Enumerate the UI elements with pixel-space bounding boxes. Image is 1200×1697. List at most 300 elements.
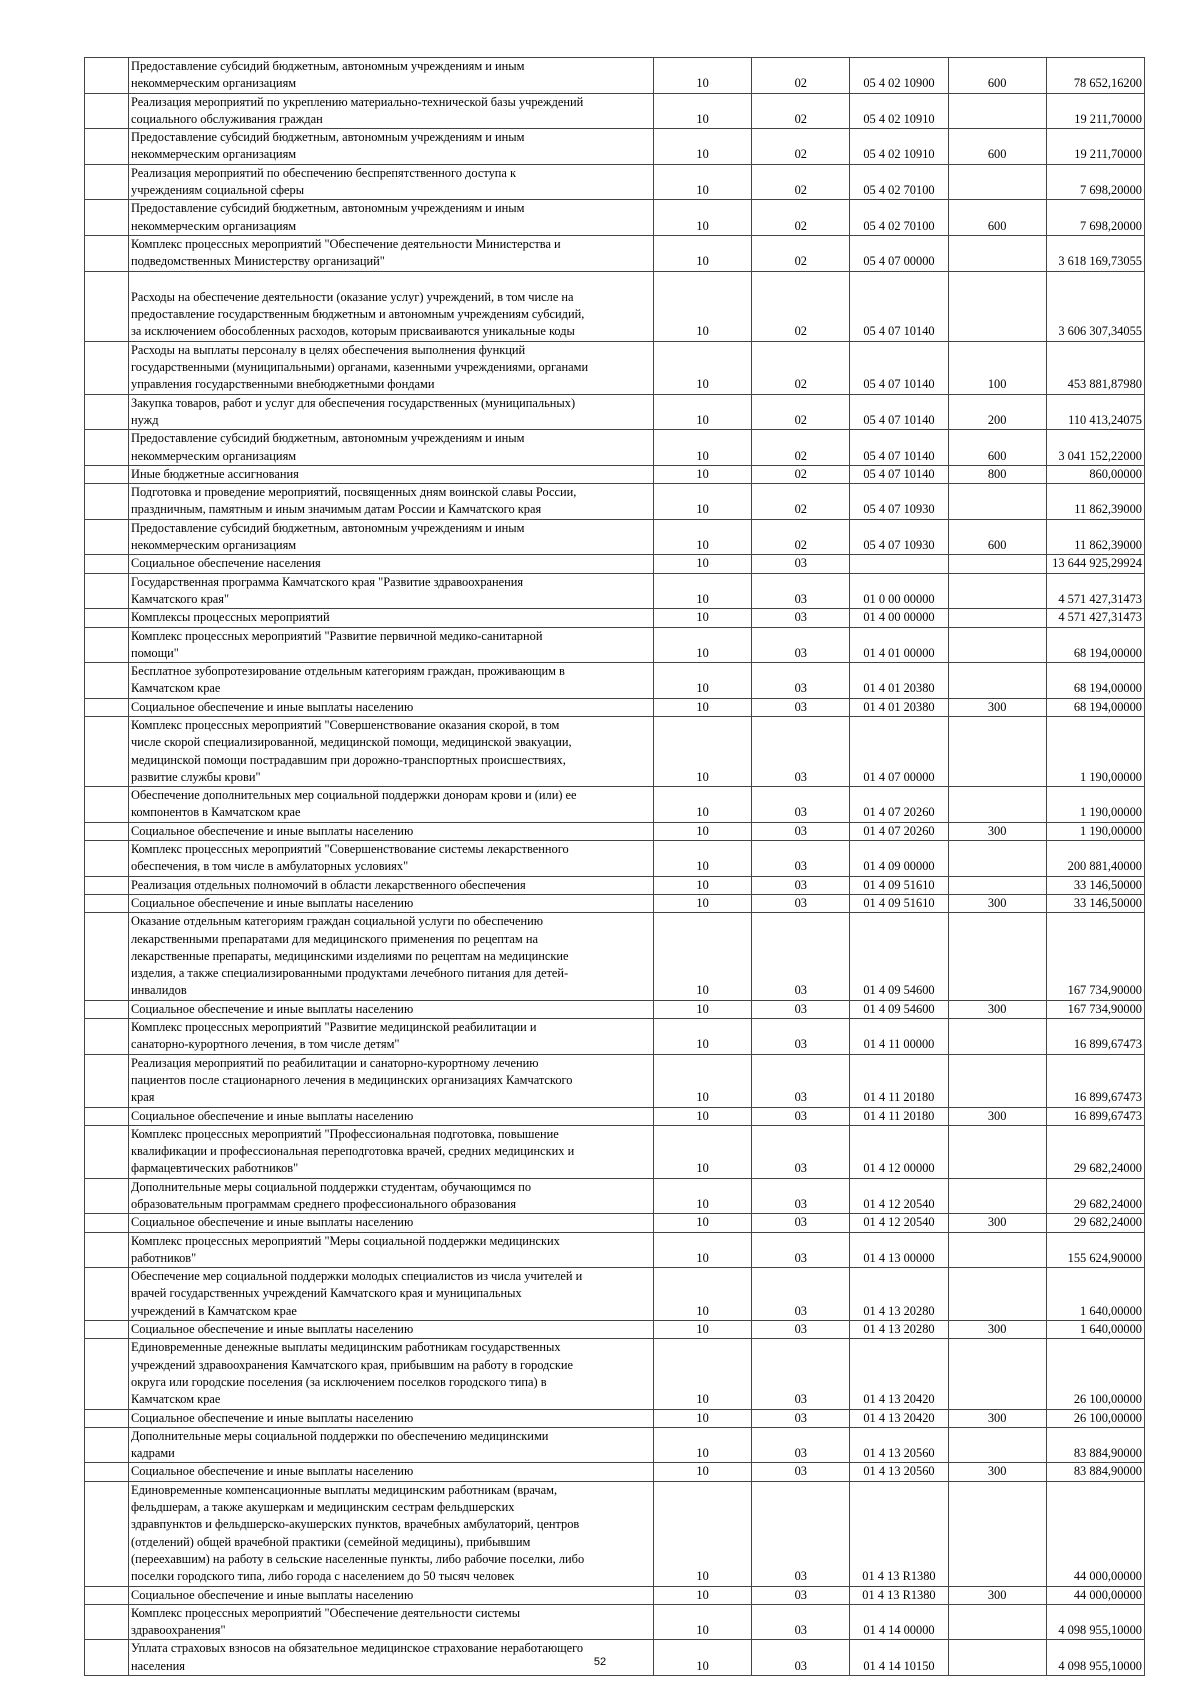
row-subsection-cell: 03: [752, 894, 850, 912]
row-section-cell: 10: [654, 1481, 752, 1586]
row-amount-cell: 26 100,00000: [1046, 1409, 1144, 1427]
row-index-cell: [85, 1178, 129, 1214]
row-expense-type-cell: [948, 663, 1046, 699]
row-index-cell: [85, 1214, 129, 1232]
row-amount-cell: 7 698,20000: [1046, 200, 1144, 236]
row-subsection-cell: 03: [752, 1463, 850, 1481]
row-subsection-cell: 03: [752, 1586, 850, 1604]
row-expense-type-cell: [948, 876, 1046, 894]
row-section-cell: 10: [654, 484, 752, 520]
row-index-cell: [85, 1054, 129, 1107]
row-section-cell: 10: [654, 555, 752, 573]
row-section-cell: 10: [654, 1054, 752, 1107]
row-expense-type-cell: 300: [948, 1321, 1046, 1339]
table-row: [85, 341, 1145, 394]
row-target-code-cell: 01 4 13 20420: [850, 1409, 948, 1427]
row-expense-type-cell: [948, 1268, 1046, 1321]
row-target-code-cell: 01 4 09 00000: [850, 841, 948, 877]
row-index-cell: [85, 1339, 129, 1409]
row-expense-type-cell: [948, 841, 1046, 877]
row-index-cell: [85, 519, 129, 555]
row-target-code-cell: 01 4 14 10150: [850, 1640, 948, 1676]
row-index-cell: [85, 1321, 129, 1339]
row-section-cell: 10: [654, 1178, 752, 1214]
row-index-cell: [85, 1409, 129, 1427]
row-name-cell: Предоставление субсидий бюджетным, автономным учреждениям и иным некоммерческим организациям: [129, 58, 654, 94]
row-expense-type-cell: [948, 787, 1046, 823]
row-index-cell: [85, 484, 129, 520]
table-row: [85, 93, 1145, 129]
row-section-cell: 10: [654, 430, 752, 466]
row-section-cell: 10: [654, 271, 752, 341]
budget-table-body: [85, 58, 1145, 1676]
row-section-cell: 10: [654, 200, 752, 236]
row-subsection-cell: 02: [752, 164, 850, 200]
row-amount-cell: 167 734,90000: [1046, 1000, 1144, 1018]
row-index-cell: [85, 787, 129, 823]
row-section-cell: 10: [654, 894, 752, 912]
row-amount-cell: 44 000,00000: [1046, 1586, 1144, 1604]
row-target-code-cell: 01 4 00 00000: [850, 609, 948, 627]
row-target-code-cell: 01 4 13 R1380: [850, 1586, 948, 1604]
row-index-cell: [85, 1232, 129, 1268]
table-row: [85, 1463, 1145, 1481]
row-expense-type-cell: 300: [948, 894, 1046, 912]
row-expense-type-cell: [948, 271, 1046, 341]
row-subsection-cell: 03: [752, 1268, 850, 1321]
row-section-cell: 10: [654, 1232, 752, 1268]
row-subsection-cell: 02: [752, 519, 850, 555]
row-index-cell: [85, 394, 129, 430]
table-row: [85, 200, 1145, 236]
row-section-cell: 10: [654, 1339, 752, 1409]
row-name-cell: Комплекс процессных мероприятий "Профессиональная подготовка, повышение квалификации и профессиональная переподготовка врачей, средних медицинских и фармацевтических работников": [129, 1125, 654, 1178]
row-index-cell: [85, 341, 129, 394]
row-section-cell: 10: [654, 58, 752, 94]
row-target-code-cell: 01 4 13 20420: [850, 1339, 948, 1409]
row-index-cell: [85, 271, 129, 341]
row-subsection-cell: 02: [752, 58, 850, 94]
row-target-code-cell: 01 4 12 20540: [850, 1178, 948, 1214]
table-row: [85, 1268, 1145, 1321]
row-expense-type-cell: [948, 609, 1046, 627]
row-target-code-cell: 01 4 12 20540: [850, 1214, 948, 1232]
table-row: [85, 430, 1145, 466]
row-section-cell: 10: [654, 698, 752, 716]
table-row: [85, 1214, 1145, 1232]
row-expense-type-cell: [948, 716, 1046, 786]
row-name-cell: Социальное обеспечение и иные выплаты населению: [129, 1586, 654, 1604]
row-expense-type-cell: [948, 1125, 1046, 1178]
row-name-cell: Комплекс процессных мероприятий "Меры социальной поддержки медицинских работников": [129, 1232, 654, 1268]
table-row: [85, 716, 1145, 786]
row-expense-type-cell: 300: [948, 1000, 1046, 1018]
row-index-cell: [85, 1125, 129, 1178]
row-section-cell: 10: [654, 129, 752, 165]
row-amount-cell: 1 190,00000: [1046, 716, 1144, 786]
row-amount-cell: 167 734,90000: [1046, 913, 1144, 1000]
row-index-cell: [85, 1604, 129, 1640]
row-amount-cell: 29 682,24000: [1046, 1178, 1144, 1214]
row-subsection-cell: 03: [752, 913, 850, 1000]
row-index-cell: [85, 716, 129, 786]
row-amount-cell: 3 618 169,73055: [1046, 235, 1144, 271]
row-target-code-cell: 01 0 00 00000: [850, 573, 948, 609]
table-row: [85, 1321, 1145, 1339]
row-index-cell: [85, 1000, 129, 1018]
row-amount-cell: 68 194,00000: [1046, 627, 1144, 663]
row-index-cell: [85, 609, 129, 627]
row-section-cell: 10: [654, 1214, 752, 1232]
row-amount-cell: 1 640,00000: [1046, 1321, 1144, 1339]
row-amount-cell: 860,00000: [1046, 465, 1144, 483]
row-name-cell: Комплекс процессных мероприятий "Развитие первичной медико-санитарной помощи": [129, 627, 654, 663]
table-row: [85, 841, 1145, 877]
row-name-cell: Единовременные денежные выплаты медицинским работникам государственных учреждений здравоохранения Камчатского края, прибывшим на работу в городские округа или городские поселения (за исключением поселков городского типа) в Камчатском крае: [129, 1339, 654, 1409]
table-row: [85, 1054, 1145, 1107]
table-row: [85, 519, 1145, 555]
row-target-code-cell: 01 4 11 20180: [850, 1107, 948, 1125]
row-target-code-cell: 01 4 13 20280: [850, 1321, 948, 1339]
row-name-cell: Обеспечение мер социальной поддержки молодых специалистов из числа учителей и врачей государственных учреждений Камчатского края и муниципальных учреждений в Камчатском крае: [129, 1268, 654, 1321]
row-section-cell: 10: [654, 716, 752, 786]
table-row: [85, 1604, 1145, 1640]
row-name-cell: Расходы на обеспечение деятельности (оказание услуг) учреждений, в том числе на предоставление государственным бюджетным и автономным учреждениям субсидий, за исключением обособленных расходов, которым присваиваются уникальные коды: [129, 271, 654, 341]
table-row: [85, 1427, 1145, 1463]
table-row: [85, 1178, 1145, 1214]
row-subsection-cell: 02: [752, 271, 850, 341]
row-section-cell: 10: [654, 164, 752, 200]
row-amount-cell: 68 194,00000: [1046, 663, 1144, 699]
row-index-cell: [85, 841, 129, 877]
row-name-cell: Предоставление субсидий бюджетным, автономным учреждениям и иным некоммерческим организациям: [129, 430, 654, 466]
row-name-cell: Социальное обеспечение и иные выплаты населению: [129, 1321, 654, 1339]
row-target-code-cell: 01 4 13 20280: [850, 1268, 948, 1321]
row-expense-type-cell: 300: [948, 698, 1046, 716]
table-row: [85, 394, 1145, 430]
row-expense-type-cell: [948, 555, 1046, 573]
row-expense-type-cell: [948, 1481, 1046, 1586]
row-expense-type-cell: [948, 1604, 1046, 1640]
row-target-code-cell: 01 4 13 R1380: [850, 1481, 948, 1586]
row-target-code-cell: 05 4 07 10140: [850, 394, 948, 430]
row-section-cell: 10: [654, 1409, 752, 1427]
row-section-cell: 10: [654, 1019, 752, 1055]
row-section-cell: 10: [654, 1586, 752, 1604]
table-row: [85, 1409, 1145, 1427]
row-section-cell: 10: [654, 787, 752, 823]
row-name-cell: Подготовка и проведение мероприятий, посвященных дням воинской славы России, праздничным, памятным и иным значимым датам России и Камчатского края: [129, 484, 654, 520]
row-amount-cell: 33 146,50000: [1046, 894, 1144, 912]
row-amount-cell: 4 098 955,10000: [1046, 1640, 1144, 1676]
row-expense-type-cell: 300: [948, 1409, 1046, 1427]
row-target-code-cell: 05 4 07 10140: [850, 465, 948, 483]
table-row: [85, 822, 1145, 840]
table-row: [85, 1000, 1145, 1018]
table-row: [85, 484, 1145, 520]
row-target-code-cell: 05 4 02 10900: [850, 58, 948, 94]
row-index-cell: [85, 913, 129, 1000]
row-target-code-cell: 05 4 07 10930: [850, 484, 948, 520]
row-name-cell: Оказание отдельным категориям граждан социальной услуги по обеспечению лекарственными препаратами для медицинского применения по рецептам на лекарственные препараты, медицинскими изделиями по рецептам на медицинские изделия, а также специализированными продуктами лечебного питания для детей- инвалидов: [129, 913, 654, 1000]
table-row: [85, 876, 1145, 894]
row-name-cell: Реализация мероприятий по укреплению материально-технической базы учреждений социального обслуживания граждан: [129, 93, 654, 129]
row-target-code-cell: 01 4 09 54600: [850, 913, 948, 1000]
row-name-cell: Обеспечение дополнительных мер социальной поддержки донорам крови и (или) ее компонентов в Камчатском крае: [129, 787, 654, 823]
row-index-cell: [85, 555, 129, 573]
row-expense-type-cell: [948, 1054, 1046, 1107]
row-target-code-cell: 01 4 07 00000: [850, 716, 948, 786]
table-row: [85, 1586, 1145, 1604]
row-subsection-cell: 03: [752, 1604, 850, 1640]
row-amount-cell: 29 682,24000: [1046, 1125, 1144, 1178]
table-row: [85, 271, 1145, 341]
row-expense-type-cell: 300: [948, 822, 1046, 840]
row-subsection-cell: 03: [752, 787, 850, 823]
row-subsection-cell: 03: [752, 573, 850, 609]
row-name-cell: Социальное обеспечение и иные выплаты населению: [129, 1463, 654, 1481]
row-target-code-cell: 05 4 02 70100: [850, 164, 948, 200]
row-expense-type-cell: [948, 1232, 1046, 1268]
row-subsection-cell: 03: [752, 1125, 850, 1178]
row-expense-type-cell: 300: [948, 1107, 1046, 1125]
row-index-cell: [85, 200, 129, 236]
row-section-cell: 10: [654, 341, 752, 394]
row-section-cell: 10: [654, 1107, 752, 1125]
row-subsection-cell: 03: [752, 1054, 850, 1107]
table-row: [85, 164, 1145, 200]
row-subsection-cell: 03: [752, 1232, 850, 1268]
row-expense-type-cell: [948, 627, 1046, 663]
row-subsection-cell: 02: [752, 394, 850, 430]
row-target-code-cell: 01 4 07 20260: [850, 787, 948, 823]
row-index-cell: [85, 1463, 129, 1481]
row-index-cell: [85, 1268, 129, 1321]
row-name-cell: Реализация мероприятий по обеспечению беспрепятственного доступа к учреждениям социальной сферы: [129, 164, 654, 200]
row-expense-type-cell: [948, 164, 1046, 200]
row-amount-cell: 83 884,90000: [1046, 1463, 1144, 1481]
row-section-cell: 10: [654, 1321, 752, 1339]
row-name-cell: Предоставление субсидий бюджетным, автономным учреждениям и иным некоммерческим организациям: [129, 519, 654, 555]
table-row: [85, 465, 1145, 483]
row-index-cell: [85, 129, 129, 165]
row-name-cell: Закупка товаров, работ и услуг для обеспечения государственных (муниципальных) нужд: [129, 394, 654, 430]
row-subsection-cell: 02: [752, 235, 850, 271]
row-expense-type-cell: 300: [948, 1214, 1046, 1232]
row-subsection-cell: 02: [752, 93, 850, 129]
row-expense-type-cell: [948, 1427, 1046, 1463]
row-amount-cell: 155 624,90000: [1046, 1232, 1144, 1268]
row-target-code-cell: [850, 555, 948, 573]
table-row: [85, 129, 1145, 165]
row-name-cell: Социальное обеспечение и иные выплаты населению: [129, 894, 654, 912]
row-name-cell: Дополнительные меры социальной поддержки студентам, обучающимся по образовательным программам среднего профессионального образования: [129, 1178, 654, 1214]
row-subsection-cell: 02: [752, 341, 850, 394]
row-subsection-cell: 02: [752, 129, 850, 165]
row-index-cell: [85, 1107, 129, 1125]
row-subsection-cell: 03: [752, 1409, 850, 1427]
row-target-code-cell: 01 4 11 20180: [850, 1054, 948, 1107]
row-index-cell: [85, 627, 129, 663]
row-index-cell: [85, 235, 129, 271]
row-name-cell: Государственная программа Камчатского края "Развитие здравоохранения Камчатского края": [129, 573, 654, 609]
row-name-cell: Бесплатное зубопротезирование отдельным категориям граждан, проживающим в Камчатском крае: [129, 663, 654, 699]
table-row: [85, 609, 1145, 627]
row-name-cell: Социальное обеспечение и иные выплаты населению: [129, 822, 654, 840]
row-subsection-cell: 03: [752, 841, 850, 877]
row-amount-cell: 16 899,67473: [1046, 1107, 1144, 1125]
row-name-cell: Комплекс процессных мероприятий "Совершенствование оказания скорой, в том числе скорой специализированной, медицинской помощи, медицинской эвакуации, медицинской помощи пострадавшим при дорожно-транспортных происшествиях, развитие службы крови": [129, 716, 654, 786]
row-section-cell: 10: [654, 1125, 752, 1178]
row-subsection-cell: 03: [752, 698, 850, 716]
row-expense-type-cell: [948, 1178, 1046, 1214]
row-amount-cell: 78 652,16200: [1046, 58, 1144, 94]
row-index-cell: [85, 573, 129, 609]
table-row: [85, 698, 1145, 716]
row-amount-cell: 83 884,90000: [1046, 1427, 1144, 1463]
row-name-cell: Предоставление субсидий бюджетным, автономным учреждениям и иным некоммерческим организациям: [129, 200, 654, 236]
row-expense-type-cell: [948, 235, 1046, 271]
row-section-cell: 10: [654, 1640, 752, 1676]
row-subsection-cell: 03: [752, 1427, 850, 1463]
row-index-cell: [85, 1586, 129, 1604]
row-subsection-cell: 03: [752, 1339, 850, 1409]
row-target-code-cell: 01 4 14 00000: [850, 1604, 948, 1640]
table-row: [85, 1125, 1145, 1178]
row-amount-cell: 26 100,00000: [1046, 1339, 1144, 1409]
row-expense-type-cell: 200: [948, 394, 1046, 430]
row-expense-type-cell: 800: [948, 465, 1046, 483]
row-name-cell: Социальное обеспечение и иные выплаты населению: [129, 1000, 654, 1018]
row-name-cell: Комплекс процессных мероприятий "Совершенствование системы лекарственного обеспечения, в том числе в амбулаторных условиях": [129, 841, 654, 877]
row-section-cell: 10: [654, 465, 752, 483]
table-row: [85, 627, 1145, 663]
row-name-cell: Социальное обеспечение населения: [129, 555, 654, 573]
row-name-cell: Предоставление субсидий бюджетным, автономным учреждениям и иным некоммерческим организациям: [129, 129, 654, 165]
row-subsection-cell: 03: [752, 1640, 850, 1676]
row-target-code-cell: 01 4 01 20380: [850, 698, 948, 716]
row-section-cell: 10: [654, 913, 752, 1000]
row-expense-type-cell: 100: [948, 341, 1046, 394]
row-section-cell: 10: [654, 1000, 752, 1018]
row-name-cell: Реализация мероприятий по реабилитации и санаторно-курортному лечению пациентов после стационарного лечения в медицинских организациях Камчатского края: [129, 1054, 654, 1107]
row-target-code-cell: 05 4 07 10140: [850, 341, 948, 394]
row-target-code-cell: 01 4 07 20260: [850, 822, 948, 840]
table-row: [85, 1339, 1145, 1409]
row-name-cell: Социальное обеспечение и иные выплаты населению: [129, 698, 654, 716]
row-section-cell: 10: [654, 235, 752, 271]
table-row: [85, 58, 1145, 94]
row-amount-cell: 19 211,70000: [1046, 93, 1144, 129]
row-amount-cell: 29 682,24000: [1046, 1214, 1144, 1232]
row-name-cell: Социальное обеспечение и иные выплаты населению: [129, 1107, 654, 1125]
row-expense-type-cell: 600: [948, 200, 1046, 236]
row-subsection-cell: 03: [752, 1107, 850, 1125]
row-target-code-cell: 05 4 02 10910: [850, 129, 948, 165]
row-target-code-cell: 01 4 13 00000: [850, 1232, 948, 1268]
row-amount-cell: 16 899,67473: [1046, 1054, 1144, 1107]
row-name-cell: Комплекс процессных мероприятий "Обеспечение деятельности системы здравоохранения": [129, 1604, 654, 1640]
table-row: [85, 913, 1145, 1000]
row-section-cell: 10: [654, 876, 752, 894]
row-amount-cell: 4 571 427,31473: [1046, 573, 1144, 609]
row-index-cell: [85, 430, 129, 466]
row-amount-cell: 4 098 955,10000: [1046, 1604, 1144, 1640]
table-row: [85, 573, 1145, 609]
row-subsection-cell: 03: [752, 1000, 850, 1018]
row-expense-type-cell: [948, 573, 1046, 609]
row-subsection-cell: 03: [752, 1214, 850, 1232]
row-amount-cell: 1 640,00000: [1046, 1268, 1144, 1321]
row-expense-type-cell: [948, 1339, 1046, 1409]
row-section-cell: 10: [654, 93, 752, 129]
row-target-code-cell: 05 4 07 10930: [850, 519, 948, 555]
row-expense-type-cell: 600: [948, 519, 1046, 555]
row-target-code-cell: 01 4 09 51610: [850, 876, 948, 894]
row-target-code-cell: 01 4 09 51610: [850, 894, 948, 912]
row-index-cell: [85, 164, 129, 200]
row-index-cell: [85, 698, 129, 716]
row-target-code-cell: 01 4 01 00000: [850, 627, 948, 663]
row-amount-cell: 1 190,00000: [1046, 787, 1144, 823]
row-name-cell: Расходы на выплаты персоналу в целях обеспечения выполнения функций государственными (муниципальными) органами, казенными учреждениями, органами управления государственными внебюджетными фондами: [129, 341, 654, 394]
row-name-cell: Социальное обеспечение и иные выплаты населению: [129, 1214, 654, 1232]
row-subsection-cell: 03: [752, 716, 850, 786]
row-index-cell: [85, 465, 129, 483]
row-amount-cell: 3 606 307,34055: [1046, 271, 1144, 341]
row-subsection-cell: 02: [752, 465, 850, 483]
row-expense-type-cell: 300: [948, 1463, 1046, 1481]
row-index-cell: [85, 894, 129, 912]
row-name-cell: Реализация отдельных полномочий в области лекарственного обеспечения: [129, 876, 654, 894]
row-expense-type-cell: 300: [948, 1586, 1046, 1604]
row-name-cell: Комплексы процессных мероприятий: [129, 609, 654, 627]
row-subsection-cell: 03: [752, 555, 850, 573]
row-index-cell: [85, 1427, 129, 1463]
row-name-cell: Единовременные компенсационные выплаты медицинским работникам (врачам, фельдшерам, а также акушеркам и медицинским сестрам фельдшерских здравпунктов и фельдшерско-акушерских пунктов, врачебных амбулаторий, центров (отделений) общей врачебной практики (семейной медицины), прибывшим (переехавшим) на работу в сельские населенные пункты, либо рабочие поселки, либо поселки городского типа, либо города с населением до 50 тысяч человек: [129, 1481, 654, 1586]
row-expense-type-cell: [948, 484, 1046, 520]
row-amount-cell: 11 862,39000: [1046, 484, 1144, 520]
table-row: [85, 787, 1145, 823]
row-name-cell: Социальное обеспечение и иные выплаты населению: [129, 1409, 654, 1427]
row-section-cell: 10: [654, 822, 752, 840]
page-number: 52: [593, 1656, 607, 1668]
row-subsection-cell: 03: [752, 822, 850, 840]
row-subsection-cell: 03: [752, 1481, 850, 1586]
row-target-code-cell: 05 4 07 00000: [850, 235, 948, 271]
row-name-cell: Иные бюджетные ассигнования: [129, 465, 654, 483]
row-section-cell: 10: [654, 1463, 752, 1481]
row-section-cell: 10: [654, 1268, 752, 1321]
row-index-cell: [85, 1019, 129, 1055]
row-amount-cell: 7 698,20000: [1046, 164, 1144, 200]
row-section-cell: 10: [654, 394, 752, 430]
row-subsection-cell: 03: [752, 663, 850, 699]
row-index-cell: [85, 58, 129, 94]
row-subsection-cell: 03: [752, 876, 850, 894]
row-subsection-cell: 03: [752, 609, 850, 627]
row-amount-cell: 200 881,40000: [1046, 841, 1144, 877]
row-amount-cell: 11 862,39000: [1046, 519, 1144, 555]
row-amount-cell: 33 146,50000: [1046, 876, 1144, 894]
row-subsection-cell: 03: [752, 1321, 850, 1339]
row-amount-cell: 4 571 427,31473: [1046, 609, 1144, 627]
row-amount-cell: 19 211,70000: [1046, 129, 1144, 165]
row-target-code-cell: 01 4 11 00000: [850, 1019, 948, 1055]
row-section-cell: 10: [654, 841, 752, 877]
row-section-cell: 10: [654, 663, 752, 699]
row-expense-type-cell: [948, 1019, 1046, 1055]
